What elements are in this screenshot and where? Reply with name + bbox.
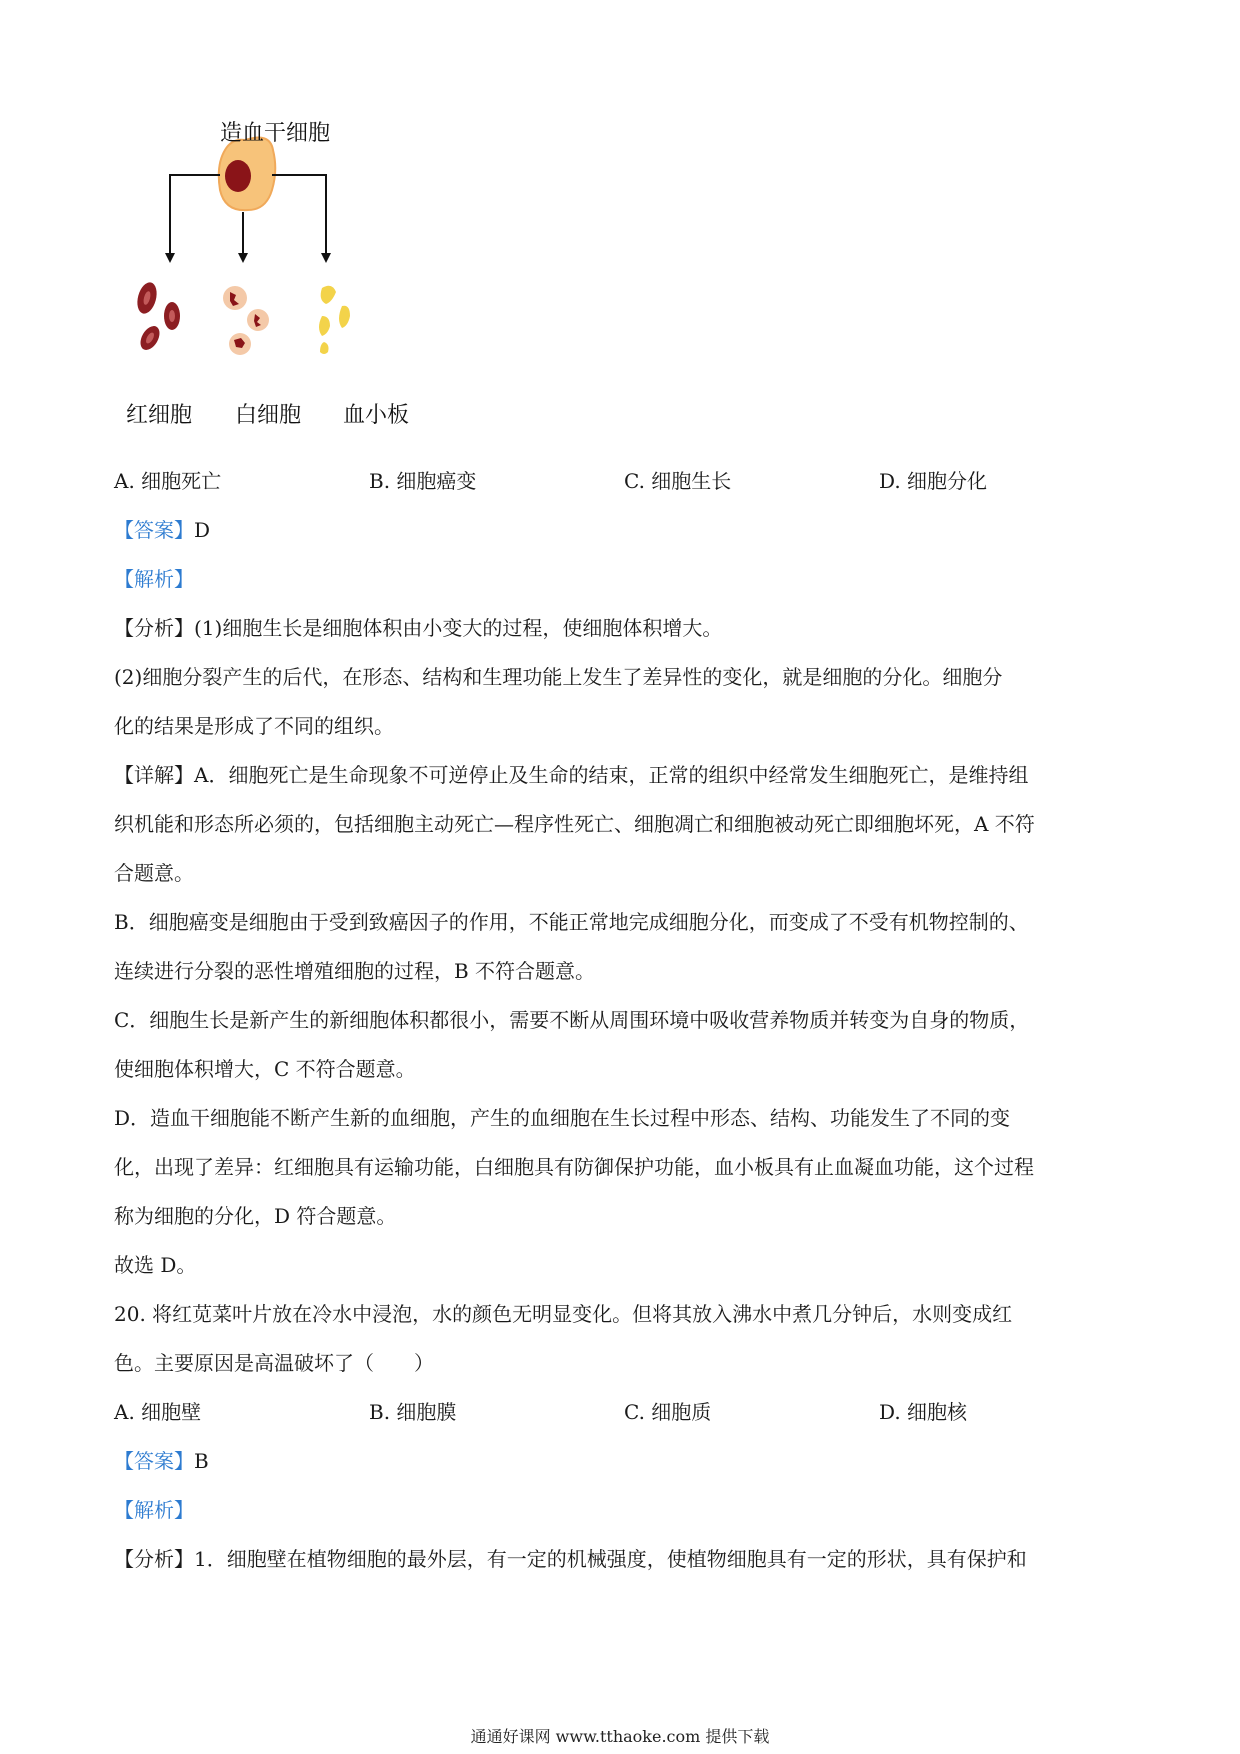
q19-answer [114,517,210,543]
analysis-label: 【分析】 [114,616,194,640]
q19-line-6: 合题意。 [114,861,194,885]
q19-line-4 [114,762,1028,788]
answer-tag: 【答案】 [114,1449,194,1473]
analysis-tag: 【解析】 [114,567,194,591]
arrow-down-icon [165,253,331,263]
answer-value: D [194,518,211,542]
q20-stem-line-2: 色。主要原因是高温破坏了（ ） [114,1351,434,1375]
hematopoiesis-diagram [110,110,430,440]
q19-option-d: D. 细胞分化 [879,469,988,493]
q19-option-c: C. 细胞生长 [624,469,732,493]
text: (1)细胞生长是细胞体积由小变大的过程，使细胞体积增大。 [194,616,723,640]
q19-line-14: 故选 D。 [114,1253,197,1277]
white-blood-cell-icon [223,286,269,355]
q20-option-a: A. 细胞壁 [114,1400,202,1424]
q19-line-12: 化，出现了差异：红细胞具有运输功能，白细胞具有防御保护功能，血小板具有止血凝血功能，这个过程 [114,1155,1034,1179]
white-cell-label: 白细胞 [235,403,302,428]
red-cell-label: 红细胞 [126,403,193,428]
q20-analysis-heading [114,1497,194,1523]
text: 1．细胞壁在植物细胞的最外层，有一定的机械强度，使植物细胞具有一定的形状，具有保护和 [194,1547,1027,1571]
diagram-graphic [110,110,430,440]
platelet-label: 血小板 [343,403,410,428]
answer-tag: 【答案】 [114,518,194,542]
red-blood-cell-icon [134,280,180,353]
q20-stem-line-1: 20. 将红苋菜叶片放在冷水中浸泡，水的颜色无明显变化。但将其放入沸水中煮几分钟后，水则变成红 [114,1302,1013,1326]
q20-option-b: B. 细胞膜 [369,1400,457,1424]
q20-options [114,1399,1114,1427]
analysis-tag: 【解析】 [114,1498,194,1522]
q19-option-b: B. 细胞癌变 [369,469,477,493]
q19-line-11: D．造血干细胞能不断产生新的血细胞，产生的血细胞在生长过程中形态、结构、功能发生了不同的变 [114,1106,1011,1130]
q19-line-5: 织机能和形态所必须的，包括细胞主动死亡—程序性死亡、细胞凋亡和细胞被动死亡即细胞坏死，A 不符 [114,812,1035,836]
q19-option-a: A. 细胞死亡 [114,469,222,493]
stem-cell-label: 造血干细胞 [220,121,331,146]
platelet-icon [319,286,350,354]
detail-label: 【详解】 [114,763,194,787]
q19-line-7: B．细胞癌变是细胞由于受到致癌因子的作用，不能正常地完成细胞分化，而变成了不受有机物控制的、 [114,910,1029,934]
q20-line-1 [114,1546,1027,1572]
answer-value: B [194,1449,209,1473]
q20-option-d: D. 细胞核 [879,1400,968,1424]
text: A．细胞死亡是生命现象不可逆停止及生命的结束，正常的组织中经常发生细胞死亡，是维持组 [194,763,1029,787]
q19-options [114,468,1114,496]
q19-line-3: 化的结果是形成了不同的组织。 [114,714,394,738]
analysis-label: 【分析】 [114,1547,194,1571]
q19-line-2: (2)细胞分裂产生的后代，在形态、结构和生理功能上发生了差异性的变化，就是细胞的分化。细胞分 [114,665,1003,689]
q19-line-8: 连续进行分裂的恶性增殖细胞的过程，B 不符合题意。 [114,959,596,983]
page-footer: 通通好课网 www.tthaoke.com 提供下载 [470,1727,770,1746]
q19-line-1 [114,615,722,641]
q19-analysis-heading [114,566,194,592]
q20-option-c: C. 细胞质 [624,1400,712,1424]
q19-line-10: 使细胞体积增大，C 不符合题意。 [114,1057,416,1081]
q19-line-13: 称为细胞的分化，D 符合题意。 [114,1204,397,1228]
stem-cell-icon [219,138,276,211]
q19-line-9: C．细胞生长是新产生的新细胞体积都很小，需要不断从周围环境中吸收营养物质并转变为自身的物质， [114,1008,1030,1032]
q20-answer [114,1448,209,1474]
